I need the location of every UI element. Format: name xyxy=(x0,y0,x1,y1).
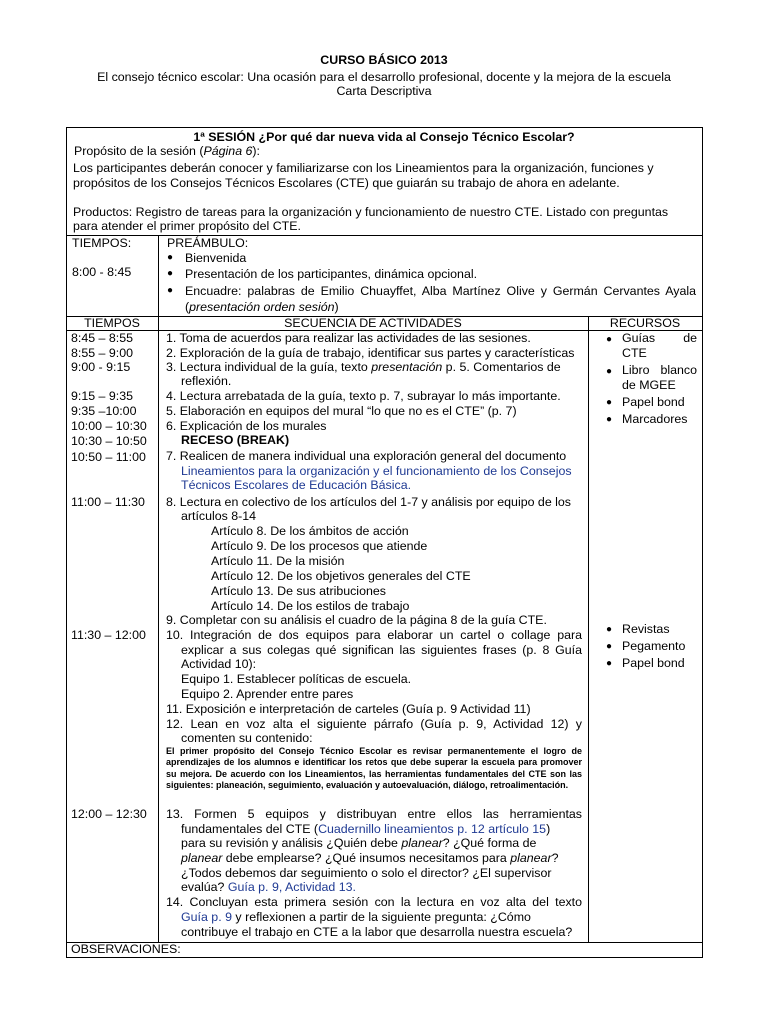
activity-item-cont: Actividad 10): xyxy=(181,657,257,671)
bullet-icon: ● xyxy=(167,285,174,296)
time-slot: 9:35 –10:00 xyxy=(71,404,137,418)
bullet-icon: ● xyxy=(606,624,613,635)
bullet-icon: ● xyxy=(167,252,174,263)
article-item: Artículo 14. De los estilos de trabajo xyxy=(211,599,410,613)
activity-item: 7. Realicen de manera individual una exploración general del documento xyxy=(166,449,567,463)
purpose-text-line1: Los participantes deberán conocer y familiarizarse con los Lineamientos para la organización, funciones y xyxy=(73,161,654,175)
resource-item: Marcadores xyxy=(622,412,688,426)
activity-item-cont: Guía p. 9 y reflexionen a partir de la siguiente pregunta: ¿Cómo xyxy=(181,910,531,924)
activity-item-cont: fundamentales del CTE (Cuadernillo lineamientos p. 12 artículo 15) xyxy=(181,822,551,836)
bullet-icon: ● xyxy=(606,414,613,425)
time-slot: 11:00 – 11:30 xyxy=(71,495,145,509)
activity-item: 2. Exploración de la guía de trabajo, identificar sus partes y características xyxy=(166,346,575,360)
activity-item-cont: evalúa? Guía p. 9, Actividad 13. xyxy=(181,880,356,894)
article-item: Artículo 8. De los ámbitos de acción xyxy=(211,524,409,538)
preamble-item: Bienvenida xyxy=(185,251,247,265)
article-item: Artículo 11. De la misión xyxy=(211,554,345,568)
document-title: CURSO BÁSICO 2013 xyxy=(320,53,448,67)
quote-paragraph: El primer propósito del Consejo Técnico Escolar es revisar permanentemente el logro de aprendizajes de los alumnos e identificar los retos que debe superar la escuela para promover su mejora. De acuerdo con los Lineamientos, las herramientas fundamentales del CTE son las siguientes: planeación, seguimiento, evaluación y autoevaluación, diálogo, retroalimentación. xyxy=(166,746,582,791)
activity-item: 8. Lectura en colectivo de los artículos del 1-7 y análisis por equipo de los xyxy=(166,495,571,509)
resource-item: Pegamento xyxy=(622,639,686,653)
activity-item: 3. Lectura individual de la guía, texto presentación p. 5. Comentarios de xyxy=(166,360,561,374)
document-type: Carta Descriptiva xyxy=(336,84,432,98)
activity-item-cont: reflexión. xyxy=(181,374,232,388)
products-text-line2: para atender el primer propósito del CTE. xyxy=(73,219,301,233)
activity-item-cont: contribuye el trabajo en CTE a la labor que desarrolla nuestra escuela? xyxy=(181,925,573,939)
activity-item-cont: explicar a sus colegas qué significan las siguientes frases (p. 8 Guía xyxy=(181,643,582,657)
activity-item: 9. Completar con su análisis el cuadro de la página 8 de la guía CTE. xyxy=(166,613,547,627)
session-purpose: Propósito de la sesión (Página 6): xyxy=(74,144,260,158)
products-text-line1: Productos: Registro de tareas para la organización y funcionamiento de nuestro CTE. Listado con preguntas xyxy=(73,205,669,219)
time-slot: 12:00 – 12:30 xyxy=(71,807,147,821)
time-slot: 10:00 – 10:30 xyxy=(71,419,147,433)
preamble-note: (presentación orden sesión) xyxy=(185,300,339,314)
time-slot: 8:55 – 9:00 xyxy=(71,346,134,360)
activity-item: 4. Lectura arrebatada de la guía, texto p. 7, subrayar lo más importante. xyxy=(166,389,561,403)
activity-item: 12. Lean en voz alta el siguiente párrafo (Guía p. 9, Actividad 12) y xyxy=(166,717,582,731)
article-item: Artículo 13. De sus atribuciones xyxy=(211,584,386,598)
column-header-secuencia: SECUENCIA DE ACTIVIDADES xyxy=(284,316,462,330)
activity-item-cont: ¿Todos debemos dar seguimiento o solo el director? ¿El supervisor xyxy=(181,866,552,880)
time-slot: 11:30 – 12:00 xyxy=(71,628,146,642)
resource-item: Revistas xyxy=(622,622,670,636)
activity-item: 6. Explicación de los murales xyxy=(166,419,327,433)
purpose-text-line2: propósitos de los Consejos Técnicos Escolares (CTE) que guiarán su trabajo de ahora en adelante. xyxy=(73,176,620,190)
activity-item-cont: comenten su contenido: xyxy=(181,731,313,745)
resource-item: Papel bond xyxy=(622,395,685,409)
team-item: Equipo 1. Establecer políticas de escuela. xyxy=(181,672,412,686)
document-reference: Técnicos Escolares de Educación Básica. xyxy=(181,478,412,492)
session-title: 1ª SESIÓN ¿Por qué dar nueva vida al Consejo Técnico Escolar? xyxy=(193,130,575,144)
preamble-time: 8:00 - 8:45 xyxy=(72,265,132,279)
column-header-tiempos: TIEMPOS xyxy=(84,316,140,330)
activity-item-cont: artículos 8-14 xyxy=(181,509,257,523)
time-slot: 8:45 – 8:55 xyxy=(71,331,134,345)
preamble-item: Encuadre: palabras de Emilio Chuayffet, Alba Martínez Olive y Germán Cervantes Ayala xyxy=(185,284,696,298)
time-slot: 10:30 – 10:50 xyxy=(71,434,147,448)
time-slot: 9:15 – 9:35 xyxy=(71,389,134,403)
activity-item-cont: para su revisión y análisis ¿Quién debe planear? ¿Qué forma de xyxy=(181,836,537,850)
team-item: Equipo 2. Aprender entre pares xyxy=(181,687,354,701)
bullet-icon: ● xyxy=(606,641,613,652)
activity-item: 11. Exposición e interpretación de carteles (Guía p. 9 Actividad 11) xyxy=(166,702,531,716)
document-subtitle: El consejo técnico escolar: Una ocasión para el desarrollo profesional, docente y la mejora de la escuela xyxy=(97,70,671,84)
activity-item: 14. Concluyan esta primera sesión con la lectura en voz alta del texto xyxy=(166,895,582,909)
activity-item: 1. Toma de acuerdos para realizar las actividades de las sesiones. xyxy=(166,331,531,345)
activity-item: 10. Integración de dos equipos para elaborar un cartel o collage para xyxy=(166,628,582,642)
preamble-item: Presentación de los participantes, dinámica opcional. xyxy=(185,267,478,281)
time-slot: 9:00 - 9:15 xyxy=(71,360,131,374)
article-item: Artículo 9. De los procesos que atiende xyxy=(211,539,428,553)
resource-item: Guías de CTE xyxy=(622,331,697,360)
bullet-icon: ● xyxy=(606,334,613,345)
resource-item: Libro blanco de MGEE xyxy=(622,363,697,392)
bullet-icon: ● xyxy=(167,268,174,279)
activity-item-cont: planear debe emplearse? ¿Qué insumos necesitamos para planear? xyxy=(181,851,559,865)
break-label: RECESO (BREAK) xyxy=(181,433,290,447)
bullet-icon: ● xyxy=(606,397,613,408)
observations-label: OBSERVACIONES: xyxy=(71,942,181,956)
bullet-icon: ● xyxy=(606,658,613,669)
article-item: Artículo 12. De los objetivos generales del CTE xyxy=(211,569,471,583)
activity-item: 5. Elaboración en equipos del mural “lo que no es el CTE” (p. 7) xyxy=(166,404,517,418)
activity-item: 13. Formen 5 equipos y distribuyan entre ellos las herramientas xyxy=(166,807,582,821)
time-slot: 10:50 – 11:00 xyxy=(71,450,146,464)
resource-item: Papel bond xyxy=(622,656,685,670)
preamble-label: PREÁMBULO: xyxy=(167,236,249,250)
column-header-recursos: RECURSOS xyxy=(609,316,681,330)
document-reference: Lineamientos para la organización y el funcionamiento de los Consejos xyxy=(181,464,572,478)
bullet-icon: ● xyxy=(606,366,613,377)
tiempos-label: TIEMPOS: xyxy=(72,236,132,250)
